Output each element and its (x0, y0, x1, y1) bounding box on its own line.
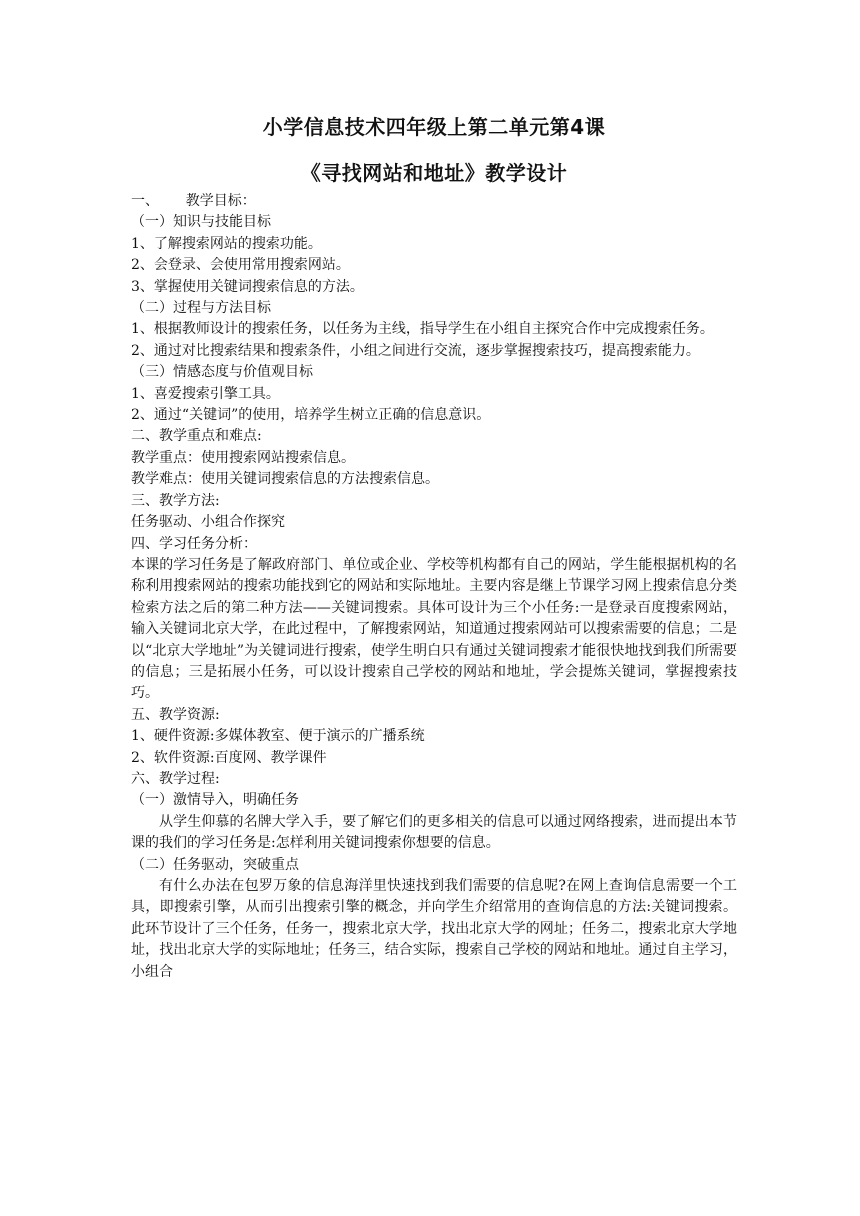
paragraph: 四、学习任务分析： (131, 535, 257, 552)
paragraph: 有什么办法在包罗万象的信息海洋里快速找到我们需要的信息呢?在网上查询信息需要一个工具，即搜索引擎，从而引出搜索引擎的概念，并向学生介绍常用的查询信息的方法:关键词搜索。此环节设计了三个任务，任务一，搜索北京大学，找出北京大学的网址；任务二，搜索北京大学地址，找出北京大学的实际地址；任务三，结合实际，搜索自己学校的网站和地址。通过自主学习，小组合 (131, 878, 737, 980)
paragraph: 从学生仰慕的名牌大学入手，要了解它们的更多相关的信息可以通过网络搜索，进而提出本节课的我们的学习任务是:怎样利用关键词搜索你想要的信息。 (131, 813, 737, 852)
paragraph: 三、教学方法: (131, 492, 220, 509)
paragraph: 六、教学过程: (131, 770, 220, 787)
paragraph: （二）过程与方法目标 (131, 300, 271, 317)
paragraph: （三）情感态度与价值观目标 (131, 364, 313, 381)
paragraph: （一）激情导入，明确任务 (131, 792, 299, 809)
paragraph: （一）知识与技能目标 (131, 214, 271, 231)
paragraph: 1、根据教师设计的搜索任务，以任务为主线，指导学生在小组自主探究合作中完成搜索任务。 (131, 321, 714, 338)
paragraph: 五、教学资源: (131, 706, 220, 723)
paragraph: 2、软件资源:百度网、教学课件 (131, 749, 327, 766)
paragraph: 任务驱动、小组合作探究 (131, 514, 285, 531)
paragraph: 3、掌握使用关键词搜索信息的方法。 (131, 278, 364, 295)
paragraph: 1、了解搜索网站的搜索功能。 (131, 235, 322, 252)
paragraph: 1、喜爱搜索引擎工具。 (131, 385, 280, 402)
paragraph: 一、 教学目标： (131, 193, 256, 209)
paragraph: 二、教学重点和难点: (131, 428, 262, 445)
paragraph: （二）任务驱动，突破重点 (131, 856, 299, 873)
paragraph: 2、通过对比搜索结果和搜索条件，小组之间进行交流，逐步掌握搜索技巧，提高搜索能力。 (131, 342, 700, 359)
paragraph: 1、硬件资源:多媒体教室、便于演示的广播系统 (131, 728, 425, 745)
paragraph: 教学难点：使用关键词搜索信息的方法搜索信息。 (131, 471, 439, 488)
paragraph: 教学重点：使用搜索网站搜索信息。 (131, 449, 355, 466)
document-title: 小学信息技术四年级上第二单元第4课 (262, 115, 606, 139)
document-body (131, 191, 737, 983)
document-page (131, 112, 737, 983)
paragraph: 2、会登录、会使用常用搜索网站。 (131, 257, 350, 274)
paragraph: 2、通过“关键词”的使用，培养学生树立正确的信息意识。 (131, 407, 491, 424)
paragraph: 本课的学习任务是了解政府部门、单位或企业、学校等机构都有自己的网站，学生能根据机构的名称利用搜索网站的搜索功能找到它的网站和实际地址。主要内容是继上节课学习网上搜索信息分类检索方法之后的第二种方法——关键词搜索。具体可设计为三个小任务:一是登录百度搜索网站，输入关键词北京大学，在此过程中，了解搜索网站，知道通过搜索网站可以搜索需要的信息；二是以“北京大学地址”为关键词进行搜索，使学生明白只有通过关键词搜索才能很快地找到我们所需要的信息；三是拓展小任务，可以设计搜索自己学校的网站和地址，学会提炼关键词，掌握搜索技巧。 (131, 556, 737, 702)
document-subtitle: 《寻找网站和地址》教学设计 (300, 161, 568, 185)
